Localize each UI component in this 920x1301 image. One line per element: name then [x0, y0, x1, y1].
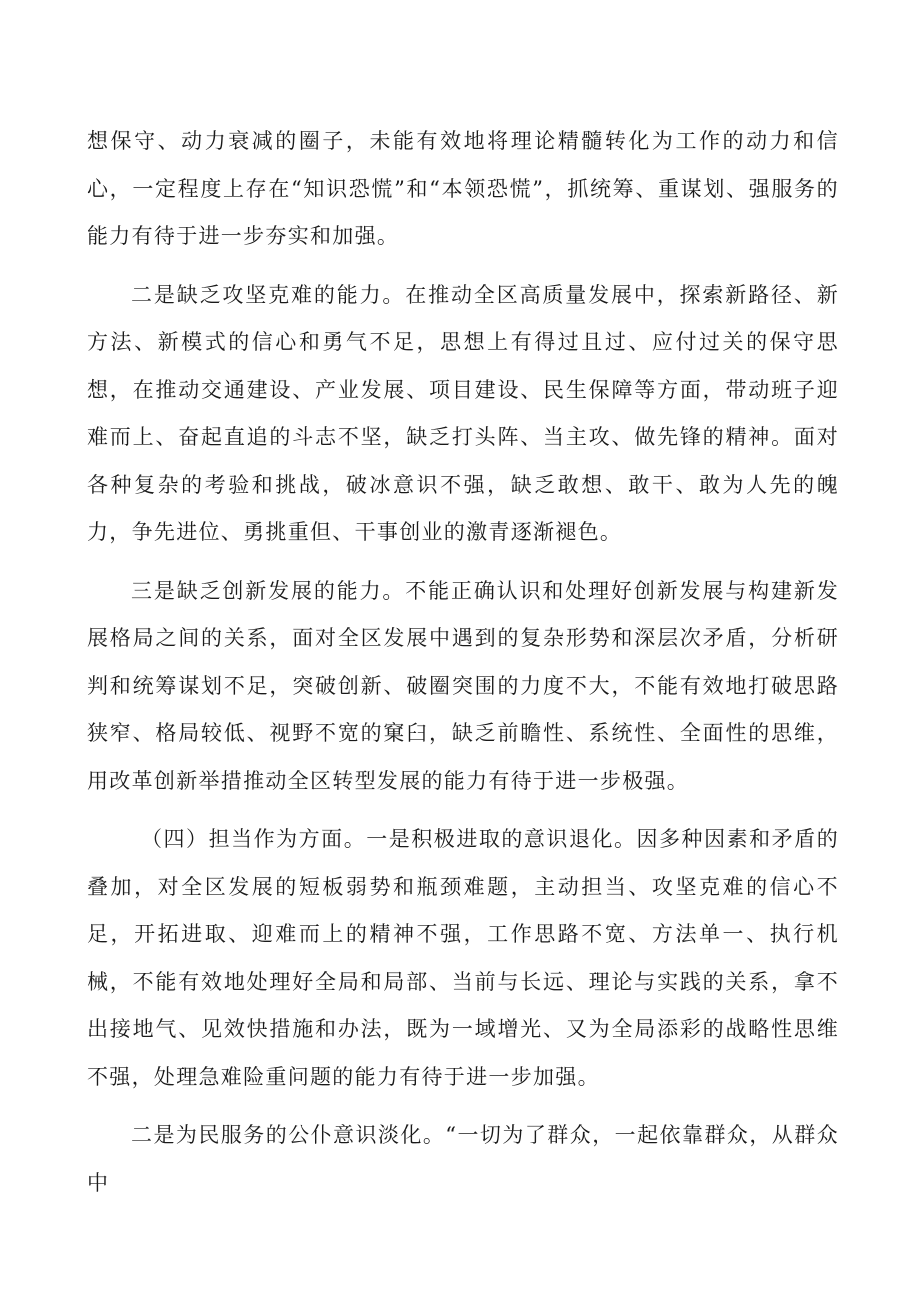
- document-body: [87, 118, 839, 1218]
- paragraph-public-service-awareness: 二是为民服务的公仆意识淡化。“一切为了群众，一起依靠群众，从群众中: [87, 1123, 839, 1195]
- paragraph-continuation: 想保守、动力衰减的圈子，未能有效地将理论精髓转化为工作的动力和信心，一定程度上存在“知识恐慌”和“本领恐慌”，抓统筹、重谋划、强服务的能力有待于进一步夯实和加强。: [87, 129, 839, 248]
- paragraph-lack-of-innovation-ability: 三是缺乏创新发展的能力。不能正确认识和处理好创新发展与构建新发展格局之间的关系，面对全区发展中遇到的复杂形势和深层次矛盾，分析研判和统筹谋划不足，突破创新、破圈突围的力度不大，不能有效地打破思路狭窄、格局较低、视野不宽的窠臼，缺乏前瞻性、系统性、全面性的思维，用改革创新举措推动全区转型发展的能力有待于进一步极强。: [87, 578, 839, 793]
- paragraph-responsibility-section: （四）担当作为方面。一是积极进取的意识退化。因多种因素和矛盾的叠加，对全区发展的短板弱势和瓶颈难题，主动担当、攻坚克难的信心不足，开拓进取、迎难而上的精神不强，工作思路不宽、方法单一、执行机械，不能有效地处理好全局和局部、当前与长远、理论与实践的关系，拿不出接地气、见效快措施和办法，既为一域增光、又为全局添彩的战略性思维不强，处理急难险重问题的能力有待于进一步加强。: [87, 827, 839, 1089]
- paragraph-lack-of-tackling-ability: 二是缺乏攻坚克难的能力。在推动全区高质量发展中，探索新路径、新方法、新模式的信心和勇气不足，思想上有得过且过、应付过关的保守思想，在推动交通建设、产业发展、项目建设、民生保障等方面，带动班子迎难而上、奋起直追的斗志不坚，缺乏打头阵、当主攻、做先锋的精神。面对各种复杂的考验和挑战，破冰意识不强，缺乏敢想、敢干、敢为人先的魄力，争先进位、勇挑重但、干事创业的激青逐渐褪色。: [87, 282, 839, 544]
